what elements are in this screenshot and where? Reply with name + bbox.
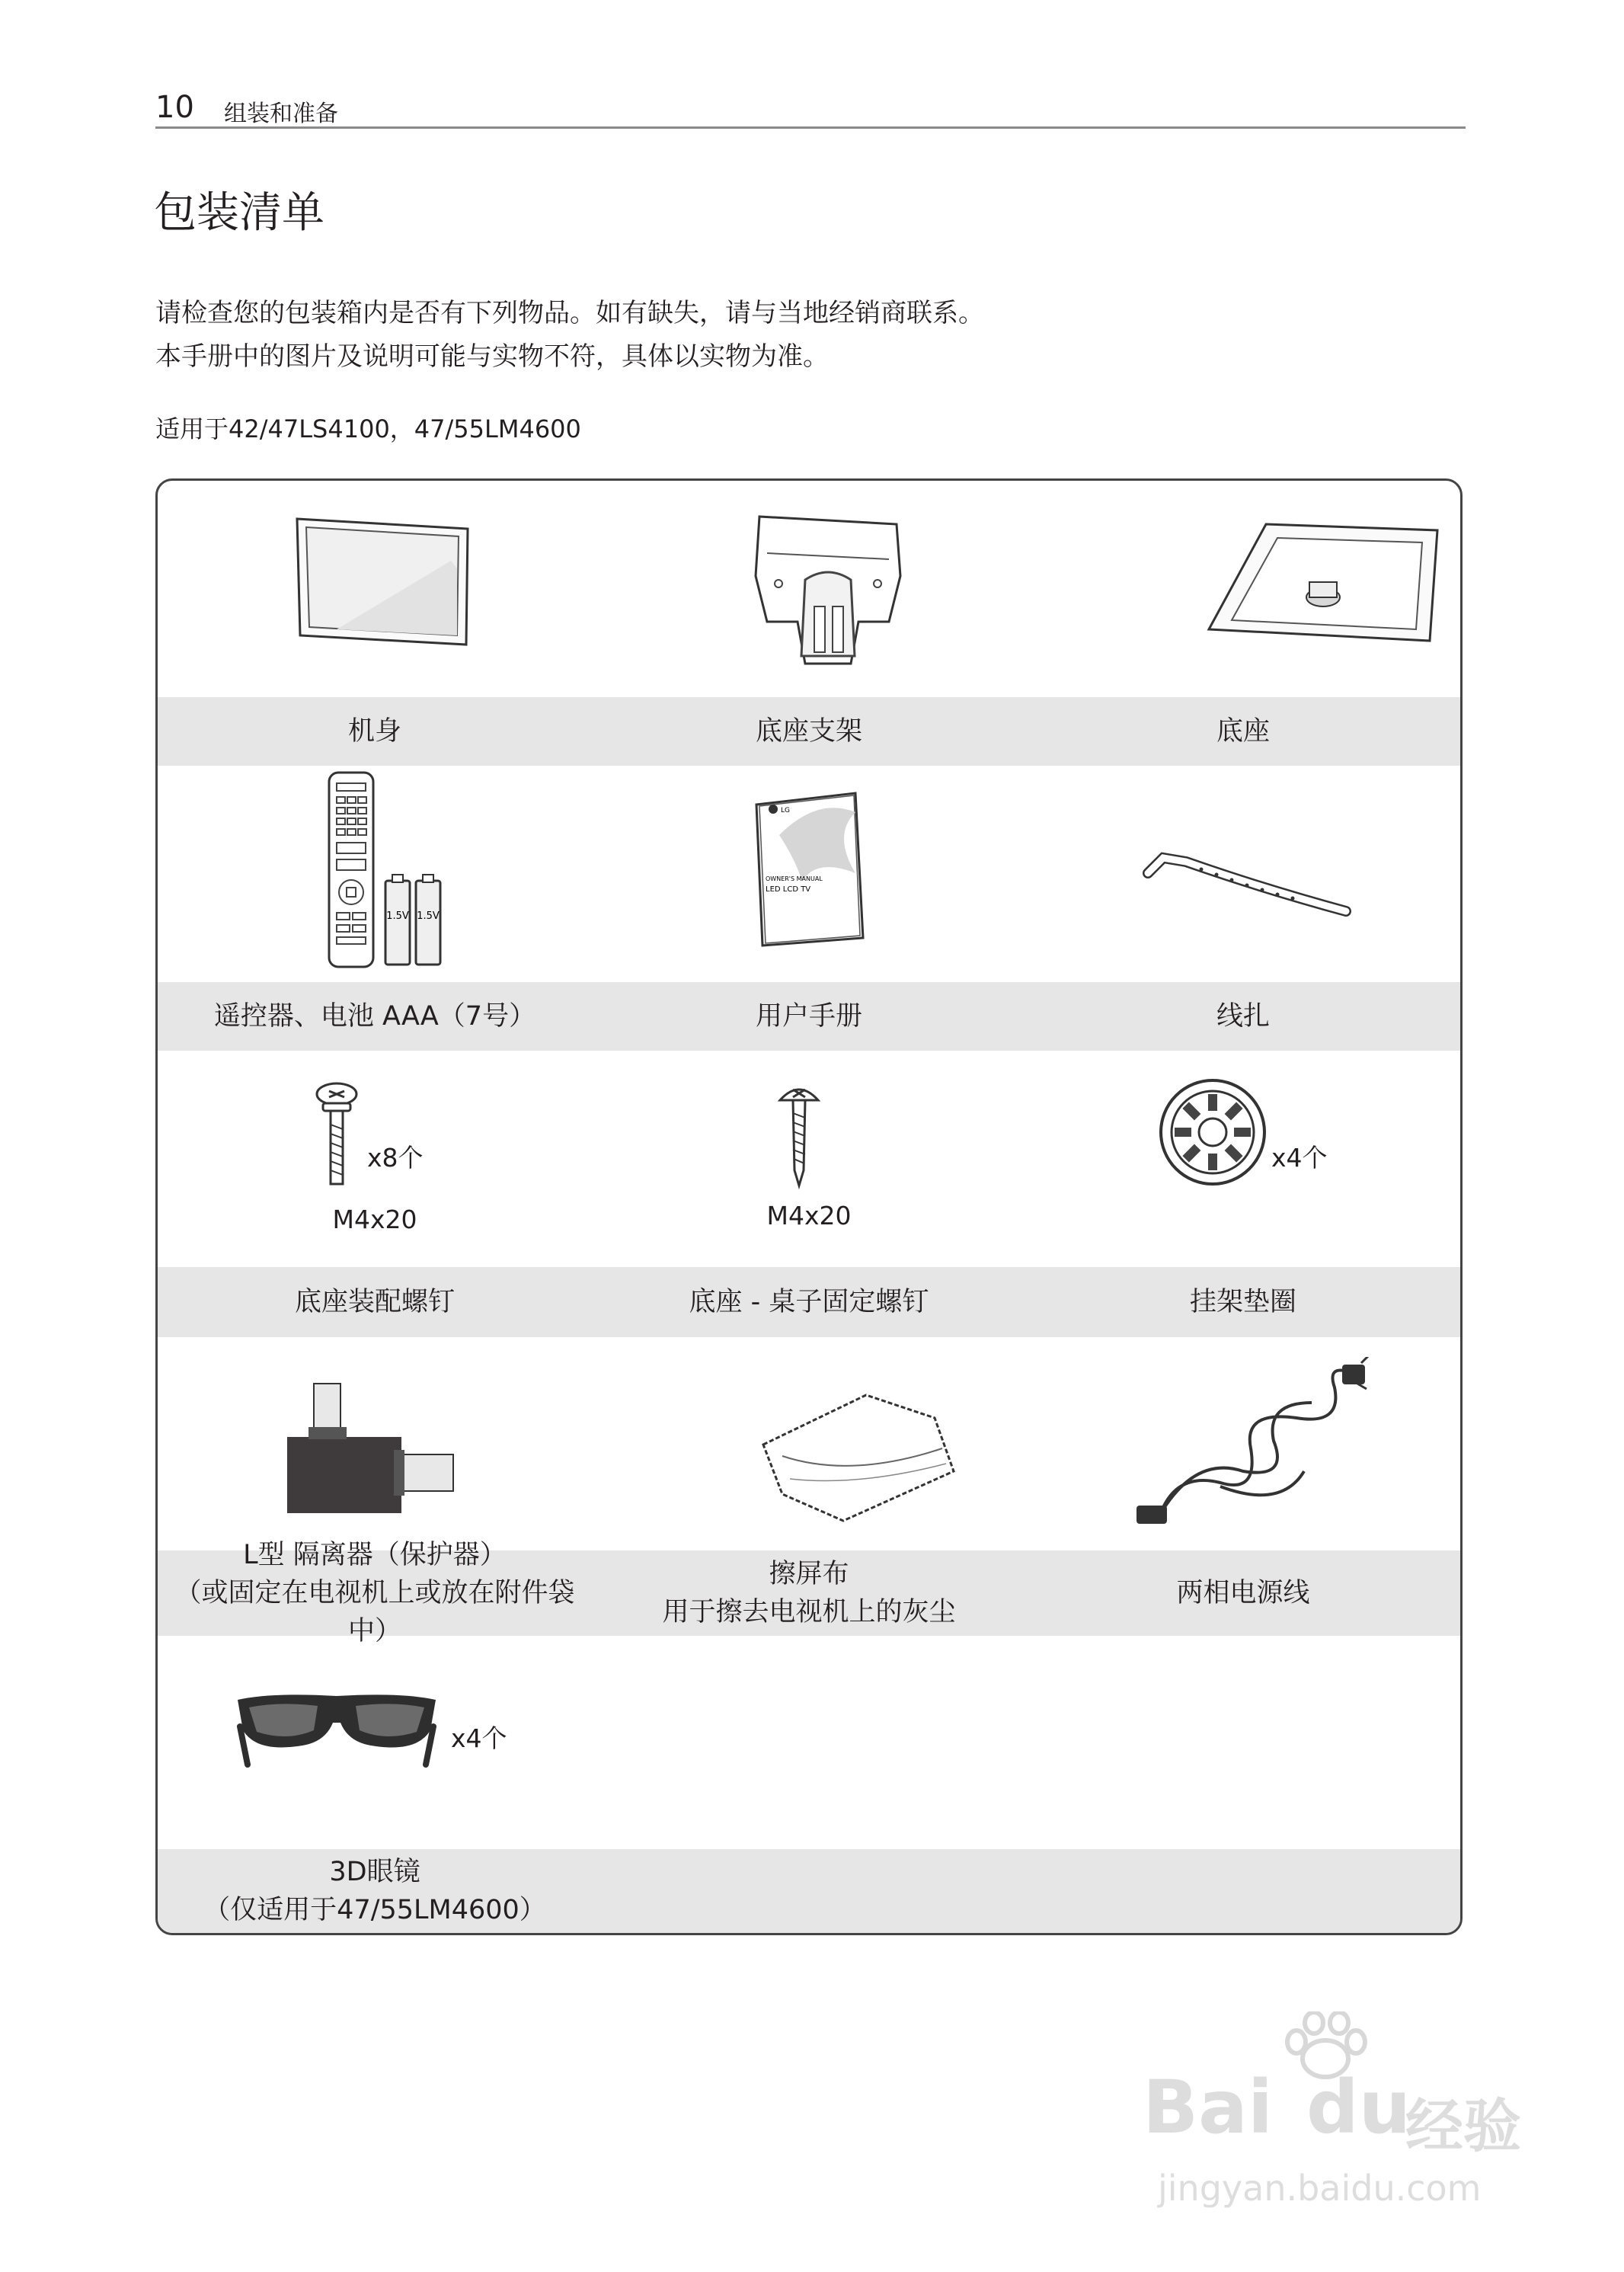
item-stand-body [592,697,1026,766]
power-cord-icon [1129,1357,1373,1540]
user-manual-icon [749,789,871,949]
assembly-screw-spec: M4x20 [332,1205,417,1234]
item-l-type-isolator [158,1540,592,1646]
item-label-line-2: （仅适用于47/55LM4600） [203,1895,546,1925]
intro-line-2: 本手册中的图片及说明可能与实物不符，具体以实物为准。 [155,341,829,372]
item-label: 底座 - 桌子固定螺钉 [689,1287,929,1317]
item-label: 底座支架 [755,716,862,747]
item-label: 遥控器、电池 AAA（7号） [213,1001,536,1032]
watermark-brand: Bai [1143,2065,1273,2150]
remote-and-batteries-icon [321,766,466,972]
manual-cover-line-1: OWNER'S MANUAL [766,875,823,882]
assembly-screw-quantity: x8个 [367,1143,424,1173]
item-cleaning-cloth [592,1550,1026,1636]
item-tv-set [158,697,592,766]
stand-body-icon [744,507,912,675]
cable-tie-icon [1140,827,1354,926]
cleaning-cloth-icon [759,1387,957,1525]
intro-line-1: 请检查您的包装箱内是否有下列物品。如有缺失，请与当地经销商联系。 [155,298,984,328]
battery-label-1: 1.5V [386,910,409,922]
watermark-url: jingyan.baidu.com [1158,2168,1482,2209]
manual-cover-line-2: LED LCD TV [766,885,811,894]
package-contents-box [155,478,1463,1935]
item-cable-tie [1026,982,1460,1051]
watermark-sub: 经验 [1405,2092,1521,2160]
item-desk-mount-screw [592,1267,1026,1337]
stand-base-icon [1194,515,1453,660]
item-label-line-2: 用于擦去电视机上的灰尘 [662,1597,956,1627]
page-header [155,88,1466,129]
item-stand-assembly-screws [158,1267,592,1337]
item-label-line-1: 3D眼镜 [329,1857,420,1887]
item-label: 机身 [347,716,401,747]
item-label: 底座装配螺钉 [294,1287,455,1317]
tv-set-icon [291,515,474,652]
baidu-jingyan-watermark [1143,2011,1523,2217]
item-remote-batteries [158,982,592,1051]
3d-glasses-icon [234,1669,440,1776]
l-type-isolator-icon [287,1380,462,1517]
item-label: 线扎 [1216,1001,1270,1032]
item-stand-base [1026,697,1460,766]
watermark-brand-2: du [1306,2065,1411,2150]
item-label: 底座 [1216,716,1270,747]
spacer-quantity: x4个 [1271,1143,1328,1173]
item-label-line-2: （或固定在电视机上或放在附件袋中） [174,1578,575,1646]
section-name: 组装和准备 [224,101,338,127]
manual-brand: LG [781,807,790,814]
item-label: 挂架垫圈 [1189,1287,1296,1317]
item-wall-mount-spacer [1026,1267,1460,1337]
desk-screw-spec: M4x20 [766,1201,852,1230]
applies-to: 适用于42/47LS4100，47/55LM4600 [155,414,581,443]
glasses-quantity: x4个 [451,1723,507,1753]
item-user-manual [592,982,1026,1051]
wall-mount-spacer-icon [1156,1075,1270,1189]
item-power-cord [1026,1550,1460,1636]
item-label-line-1: 擦屏布 [769,1559,849,1589]
item-label: 两相电源线 [1176,1578,1310,1608]
stand-assembly-screw-icon [314,1079,360,1193]
item-label-line-1: L型 隔离器（保护器） [243,1540,507,1570]
battery-label-2: 1.5V [417,910,440,922]
item-3d-glasses [158,1849,592,1933]
page-title: 包装清单 [154,188,324,238]
desk-mount-screw-icon [776,1079,822,1193]
item-label: 用户手册 [755,1001,862,1032]
page-number: 10 [155,90,194,125]
